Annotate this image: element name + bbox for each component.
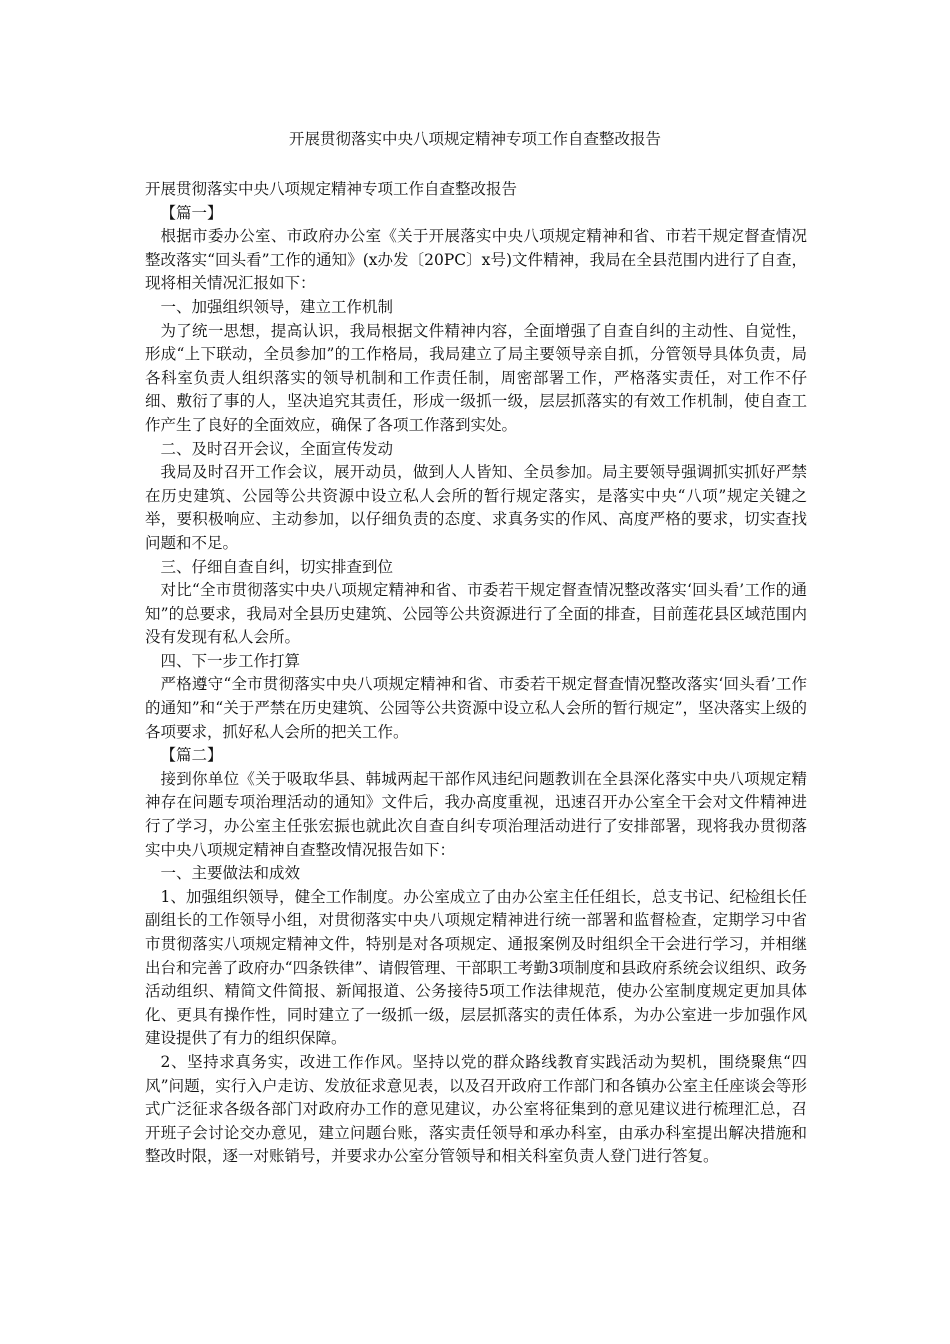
document-title: 开展贯彻落实中央八项规定精神专项工作自查整改报告 — [288, 130, 661, 148]
paragraph-subtitle: 开展贯彻落实中央八项规定精神专项工作自查整改报告 — [145, 180, 518, 198]
paragraph: 对比“全市贯彻落实中央八项规定精神和省、市委若干规定督查情况整改落实‘回头看’工作的通知”的总要求，我局对全县历史建筑、公园等公共资源进行了全面的排查，目前莲花县区域范围内没有发现有私人会所。 — [145, 581, 807, 647]
paragraph: 根据市委办公室、市政府办公室《关于开展落实中央八项规定精神和省、市若干规定督查情况整改落实“回头看”工作的通知》(x办发〔20PC〕x号)文件精神，我局在全县范围内进行了自查，现将相关情况汇报如下： — [145, 227, 807, 293]
section-heading: 二、及时召开会议，全面宣传发动 — [160, 439, 394, 458]
paragraph: 1、加强组织领导，健全工作制度。办公室成立了由办公室主任任组长，总支书记、纪检组长任副组长的工作领导小组，对贯彻落实中央八项规定精神进行统一部署和监督检查，定期学习中省市贯彻落实八项规定精神文件，特别是对各项规定、通报案例及时组织全干会进行学习，并相继出台和完善了政府办“四条铁律”、请假管理、干部职工考勤3项制度和县政府系统会议组织、政务活动组织、精简文件简报、新闻报道、公务接待5项工作法律规范，使办公室制度规定更加具体化、更具有操作性，同时建立了一级抓一级，层层抓落实的责任体系，为办公室进一步加强作风建设提供了有力的组织保障。 — [145, 887, 807, 1048]
section-heading: 三、仔细自查自纠，切实排查到位 — [160, 557, 394, 576]
paragraph: 2、坚持求真务实，改进工作作风。坚持以党的群众路线教育实践活动为契机，围绕聚焦“四风”问题，实行入户走访、发放征求意见表，以及召开政府工作部门和各镇办公室主任座谈会等形式广泛征求各级各部门对政府办工作的意见建议，办公室将征集到的意见建议进行梳理汇总，召开班子会讨论交办意见，建立问题台账，落实责任领导和承办科室，由承办科室提出解决措施和整改时限，逐一对账销号，并要求办公室分管领导和相关科室负责人登门进行答复。 — [145, 1052, 807, 1166]
paragraph: 为了统一思想，提高认识，我局根据文件精神内容，全面增强了自查自纠的主动性、自觉性，形成“上下联动，全员参加”的工作格局，我局建立了局主要领导亲自抓，分管领导具体负责，局各科室负责人组织落实的领导机制和工作责任制，周密部署工作，严格落实责任，对工作不仔细、敷衍了事的人，坚决追究其责任，形成一级抓一级，层层抓落实的有效工作机制，使自查工作产生了良好的全面效应，确保了各项工作落到实处。 — [145, 321, 807, 434]
section-label-part-two: 【篇二】 — [160, 746, 223, 765]
paragraph: 严格遵守“全市贯彻落实中央八项规定精神和省、市委若干规定督查情况整改落实‘回头看’工作的通知”和“关于严禁在历史建筑、公园等公共资源中设立私人会所的暂行规定”，坚决落实上级的各项要求，抓好私人会所的把关工作。 — [145, 675, 807, 741]
section-heading: 一、加强组织领导，建立工作机制 — [160, 297, 394, 316]
section-heading: 四、下一步工作打算 — [160, 651, 301, 670]
document-body — [145, 178, 807, 1169]
section-label-part-one: 【篇一】 — [160, 203, 223, 222]
paragraph: 我局及时召开工作会议，展开动员，做到人人皆知、全员参加。局主要领导强调抓实抓好严禁在历史建筑、公园等公共资源中设立私人会所的暂行规定落实，是落实中央“八项”规定关键之举，要积极响应、主动参加，以仔细负责的态度、求真务实的作风、高度严格的要求，切实查找问题和不足。 — [145, 463, 807, 552]
paragraph: 接到你单位《关于吸取华县、韩城两起干部作风违纪问题教训在全县深化落实中央八项规定精神存在问题专项治理活动的通知》文件后，我办高度重视，迅速召开办公室全干会对文件精神进行了学习，办公室主任张宏振也就此次自查自纠专项治理活动进行了安排部署，现将我办贯彻落实中央八项规定精神自查整改情况报告如下： — [145, 769, 807, 859]
section-heading: 一、主要做法和成效 — [160, 864, 301, 883]
